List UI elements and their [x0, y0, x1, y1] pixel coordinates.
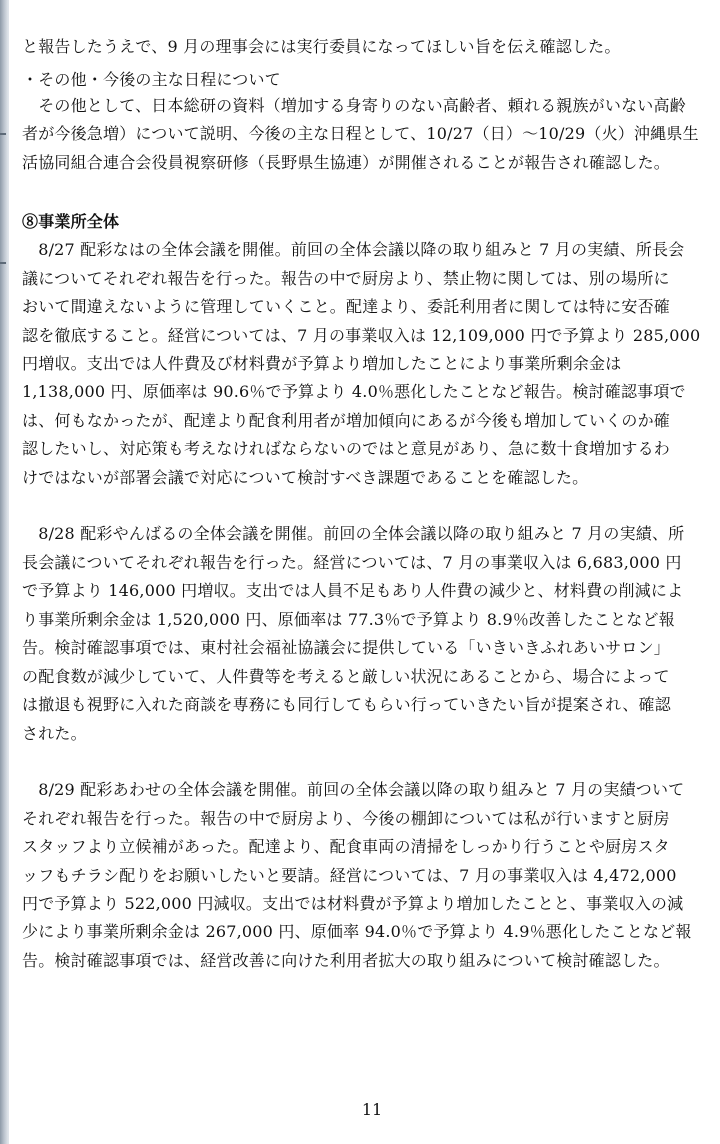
text-line: は、何もなかったが、配達より配食利用者が増加傾向にあるが今後も増加していくのか確 [22, 411, 671, 430]
text-line: 認を徹底すること。経営については、7 月の事業収入は 12,109,000 円で予算より 285,000 [22, 326, 701, 345]
text-line: 円で予算より 522,000 円減収。支出では材料費が予算より増加したことと、事業収入の減 [22, 894, 684, 913]
text-line: けではないが部署会議で対応について検討すべき課題であることを確認した。 [22, 468, 589, 487]
text-line: おいて間違えないように管理していくこと。配達より、委託利用者に関しては特に安否確 [22, 297, 671, 316]
text-line: 円増収。支出では人件費及び材料費が予算より増加したことにより事業所剰余金は [22, 354, 622, 373]
text-line: その他として、日本総研の資料（増加する身寄りのない高齢者、頼れる親族がいない高齢 [22, 96, 686, 115]
text-line: 告。検討確認事項では、東村社会福祉協議会に提供している「いきいきふれあいサロン」 [22, 638, 671, 657]
text-line: 議についてそれぞれ報告を行った。報告の中で厨房より、禁止物に関しては、別の場所に [22, 269, 670, 288]
text-line: 告。検討確認事項では、経営改善に向けた利用者拡大の取り組みについて検討確認した。 [22, 951, 670, 970]
text-line: された。 [22, 724, 87, 743]
text-line: 1,138,000 円、原価率は 90.6％で予算より 4.0％悪化したことなど報告。検討確認事項で [22, 382, 686, 401]
text-line: り事業所剰余金は 1,520,000 円、原価率は 77.3％で予算より 8.9％改善したことなど報 [22, 610, 675, 629]
section-heading: ⑧事業所全体 [22, 212, 120, 231]
text-line: 8/27 配彩なはの全体会議を開催。前回の全体会議以降の取り組みと 7 月の実績、所長会 [22, 240, 685, 259]
bullet-heading: ・その他・今後の主な日程について [22, 70, 281, 89]
text-line: スタッフより立候補があった。配達より、配食車両の清掃をしっかり行うことや厨房スタ [22, 837, 670, 856]
text-line: それぞれ報告を行った。報告の中で厨房より、今後の棚卸については私が行いますと厨房 [22, 809, 670, 828]
text-line: 8/29 配彩あわせの全体会議を開催。前回の全体会議以降の取り組みと 7 月の実績ついて [22, 780, 685, 799]
text-line: の配食数が減少していて、人件費等を考えると厳しい状況にあることから、場合によって [22, 667, 670, 686]
text-line: と報告したうえで、9 月の理事会には実行委員になってほしい旨を伝え確認した。 [22, 37, 621, 56]
document-page [22, 0, 712, 1144]
text-line: で予算より 146,000 円増収。支出では人員不足もあり人件費の減少と、材料費の削減によ [22, 581, 684, 600]
text-line: 認したいし、対応策も考えなければならないのではと意見があり、急に数十食増加するわ [22, 439, 671, 458]
viewer-edge-mark [0, 262, 6, 264]
viewer-edge-mark [0, 133, 6, 135]
text-line: 者が今後急増）について説明、今後の主な日程として、10/27（日）～10/29（火）沖縄県生 [22, 124, 699, 143]
text-line: ッフもチラシ配りをお願いしたいと要請。経営については、7 月の事業収入は 4,472,000 [22, 866, 677, 885]
text-line: 長会議についてそれぞれ報告を行った。経営については、7 月の事業収入は 6,683,000 円 [22, 553, 682, 572]
text-line: は撤退も視野に入れた商談を専務にも同行してもらい行っていきたい旨が提案され、確認 [22, 695, 671, 714]
page-number: 11 [361, 1100, 383, 1119]
text-line: 少により事業所剰余金は 267,000 円、原価率 94.0％で予算より 4.9％悪化したことなど報 [22, 922, 692, 941]
text-line: 活協同組合連合会役員視察研修（長野県生協連）が開催されることが報告され確認した。 [22, 153, 671, 172]
text-line: 8/28 配彩やんばるの全体会議を開催。前回の全体会議以降の取り組みと 7 月の実績、所 [22, 524, 685, 543]
viewer-left-edge [0, 0, 9, 1144]
